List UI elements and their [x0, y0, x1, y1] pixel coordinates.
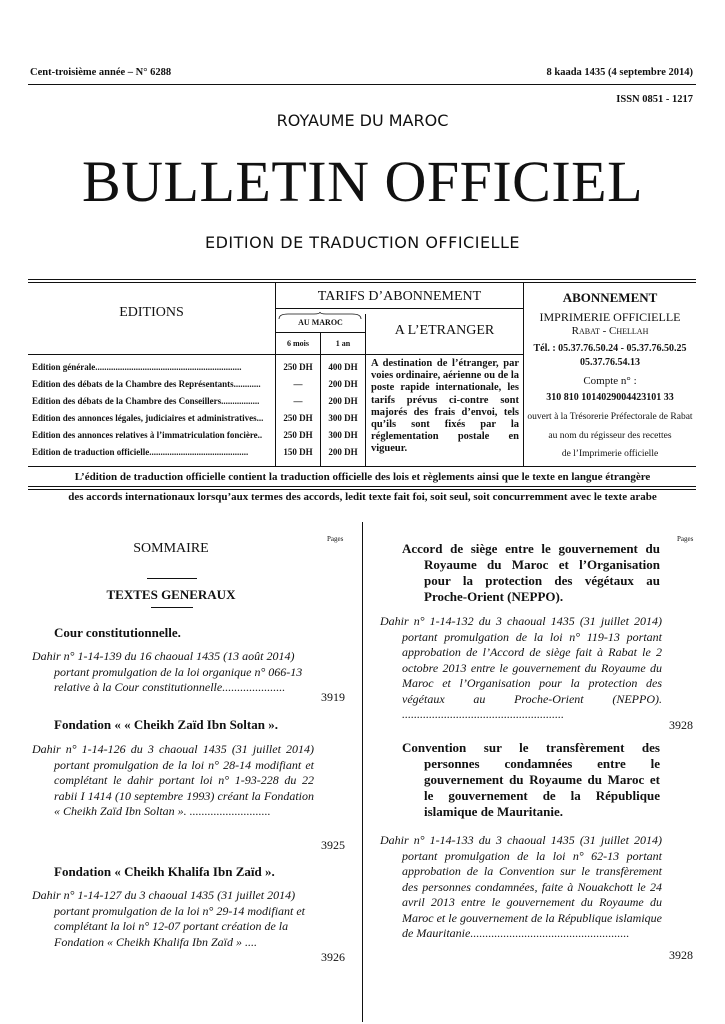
au-maroc-label: AU MAROC — [298, 318, 343, 327]
six-months-header: 6 mois — [287, 339, 309, 348]
page-number: 3925 — [321, 838, 345, 852]
issue-number: Cent-troisième année – N° 6288 — [30, 67, 172, 78]
entry-heading: Fondation « « Cheikh Zaïd Ibn Soltan ». — [54, 717, 278, 732]
entry-body: Dahir n° 1-14-126 du 3 chaoual 1435 (31 juillet 2014) portant promulgation de la loi n° 28-14 modifiant et complétant le dahir portant loi n° 1-93-228 du 22 rabii I 1414 (10 septembre 1993) créant la Fondation « Cheikh Zaïd Ibn Soltan ». ........................... — [32, 742, 314, 818]
notice-line-1: L’édition de traduction officielle contient la traduction officielle des lois et règlements ainsi que le texte en langue étrangère — [74, 471, 651, 483]
price-six-months: 150 DH — [283, 447, 313, 457]
header-rule — [28, 84, 696, 85]
kingdom-title: ROYAUME DU MAROC — [276, 111, 449, 130]
entry-body: Dahir n° 1-14-132 du 3 chaoual 1435 (31 juillet 2014) portant promulgation de la loi n° 119-13 portant approbation de l’Accord de siège fait à Rabat le 2 octobre 2013 entre le gouvernement du Royaume du Maroc et l’Organisation pour la protection des végétaux au Proche-Orient (NEPPO). ...................................................... — [380, 614, 662, 721]
entry-body: Dahir n° 1-14-139 du 16 chaoual 1435 (13 août 2014) portant promulgation de la loi organique n° 066-13 relative à la Cour constitutionnelle..................... — [32, 649, 303, 694]
column-divider — [362, 522, 363, 1022]
etranger-heading: A L’ETRANGER — [394, 323, 495, 338]
abonnement-heading: ABONNEMENT — [562, 290, 658, 305]
tarifs-heading: TARIFS D’ABONNEMENT — [317, 289, 482, 304]
page-number: 3928 — [669, 948, 693, 962]
telephone-numbers: Tél. : 05.37.76.50.24 - 05.37.76.50.25 — [533, 343, 687, 354]
price-one-year: 200 DH — [328, 379, 358, 389]
imprimerie-line: de l’Imprimerie officielle — [561, 449, 659, 459]
page-number: 3926 — [321, 950, 345, 964]
entry-heading: Convention sur le transfèrement des personnes condamnées entre le gouvernement du Royaume du Maroc et le gouvernement de la République islamique de Mauritanie. — [402, 740, 660, 819]
box-top-rule — [28, 279, 696, 280]
pages-label-left: Pages — [327, 535, 344, 543]
entry-body: Dahir n° 1-14-127 du 3 chaoual 1435 (31 juillet 2014) portant promulgation de la loi n° 29-14 modifiant et complétant la loi n° 12-07 portant création de la Fondation « Cheikh Khalifa Ibn Zaïd » .... — [32, 888, 306, 949]
price-one-year: 300 DH — [328, 413, 358, 423]
price-one-year: 300 DH — [328, 430, 358, 440]
imprimerie-name: IMPRIMERIE OFFICIELLE — [539, 310, 681, 324]
compte-number: 310 810 1014029004423101 33 — [546, 392, 674, 403]
price-one-year: 200 DH — [328, 447, 358, 457]
etranger-note: A destination de l’étranger, par voies ordinaire, aérienne ou de la poste rapide internationale, les tarifs prévus ci-contre sont majorés des frais d’envoi, tels qu’ils sont fixés par la réglementation postale en vigueur. — [371, 358, 519, 455]
entry-text — [32, 649, 314, 696]
entry-text — [380, 833, 662, 942]
notice-line-2: des accords internationaux lorsqu’aux termes des accords, ledit texte fait foi, soit seul, soit concurremment avec le texte arabe — [68, 491, 657, 503]
telephone-2: 05.37.76.54.13 — [580, 357, 640, 368]
regisseur-line: au nom du régisseur des recettes — [548, 431, 672, 441]
brace-icon — [278, 312, 362, 320]
price-one-year: 400 DH — [328, 362, 358, 372]
rate-row-label: Edition des débats de la Chambre des Représentants............ — [32, 379, 261, 389]
page-number: 3928 — [669, 718, 693, 732]
price-six-months: 250 DH — [283, 362, 313, 372]
page-number: 3919 — [321, 690, 345, 704]
pages-label-right: Pages — [677, 535, 694, 543]
sommaire-title: SOMMAIRE — [133, 541, 209, 556]
editions-heading: EDITIONS — [119, 305, 184, 320]
price-six-months: 250 DH — [283, 413, 313, 423]
entry-text — [32, 888, 314, 950]
rate-row-label: Edition des débats de la Chambre des Conseillers................. — [32, 396, 260, 406]
rate-row-label: Edition de traduction officielle............................................ — [32, 447, 249, 457]
one-year-prices — [321, 359, 365, 461]
box-bottom-rule — [28, 466, 696, 467]
issue-date: 8 kaada 1435 (4 septembre 2014) — [546, 67, 693, 78]
entry-heading: Fondation « Cheikh Khalifa Ibn Zaïd ». — [54, 864, 275, 879]
entry-heading: Cour constitutionnelle. — [54, 625, 181, 640]
tresorerie-line: ouvert à la Trésorerie Préfectorale de Rabat — [527, 412, 693, 422]
issn: ISSN 0851 - 1217 — [616, 94, 693, 105]
entry-text — [32, 742, 314, 820]
rate-row-label: Edition des annonces légales, judiciaires et administratives... — [32, 413, 264, 423]
telephone — [524, 343, 696, 354]
price-one-year: 200 DH — [328, 396, 358, 406]
compte-label: Compte n° : — [583, 375, 637, 387]
entry-body: Dahir n° 1-14-133 du 3 chaoual 1435 (31 juillet 2014) portant promulgation de la loi n° 62-13 portant approbation de la Convention sur le transfèrement des personnes condamnées, faite à Nouakchott le 24 avril 2013 entre le gouvernement du Royaume du Maroc et le gouvernement de la République islamique de Mauritanie..................................................... — [380, 833, 662, 940]
price-six-months: — — [293, 379, 303, 389]
rate-row-label: Edition des annonces relatives à l’immatriculation foncière.. — [32, 430, 263, 440]
entry-text — [380, 614, 662, 723]
entry-heading: Accord de siège entre le gouvernement du Royaume du Maroc et l’Organisation pour la protection des végétaux au Proche-Orient (NEPPO). — [402, 541, 660, 604]
publication-title: BULLETIN OFFICIEL — [81, 149, 644, 214]
price-six-months: — — [293, 396, 303, 406]
rate-row-label: Edition générale................................................................. — [32, 362, 242, 372]
rate-rows — [32, 359, 272, 461]
six-month-prices — [276, 359, 320, 461]
price-six-months: 250 DH — [283, 430, 313, 440]
one-year-header: 1 an — [335, 339, 351, 348]
edition-title: EDITION DE TRADUCTION OFFICIELLE — [205, 233, 520, 252]
section-title: TEXTES GENERAUX — [106, 587, 236, 602]
imprimerie-city: Rabat - Chellah — [571, 325, 649, 337]
